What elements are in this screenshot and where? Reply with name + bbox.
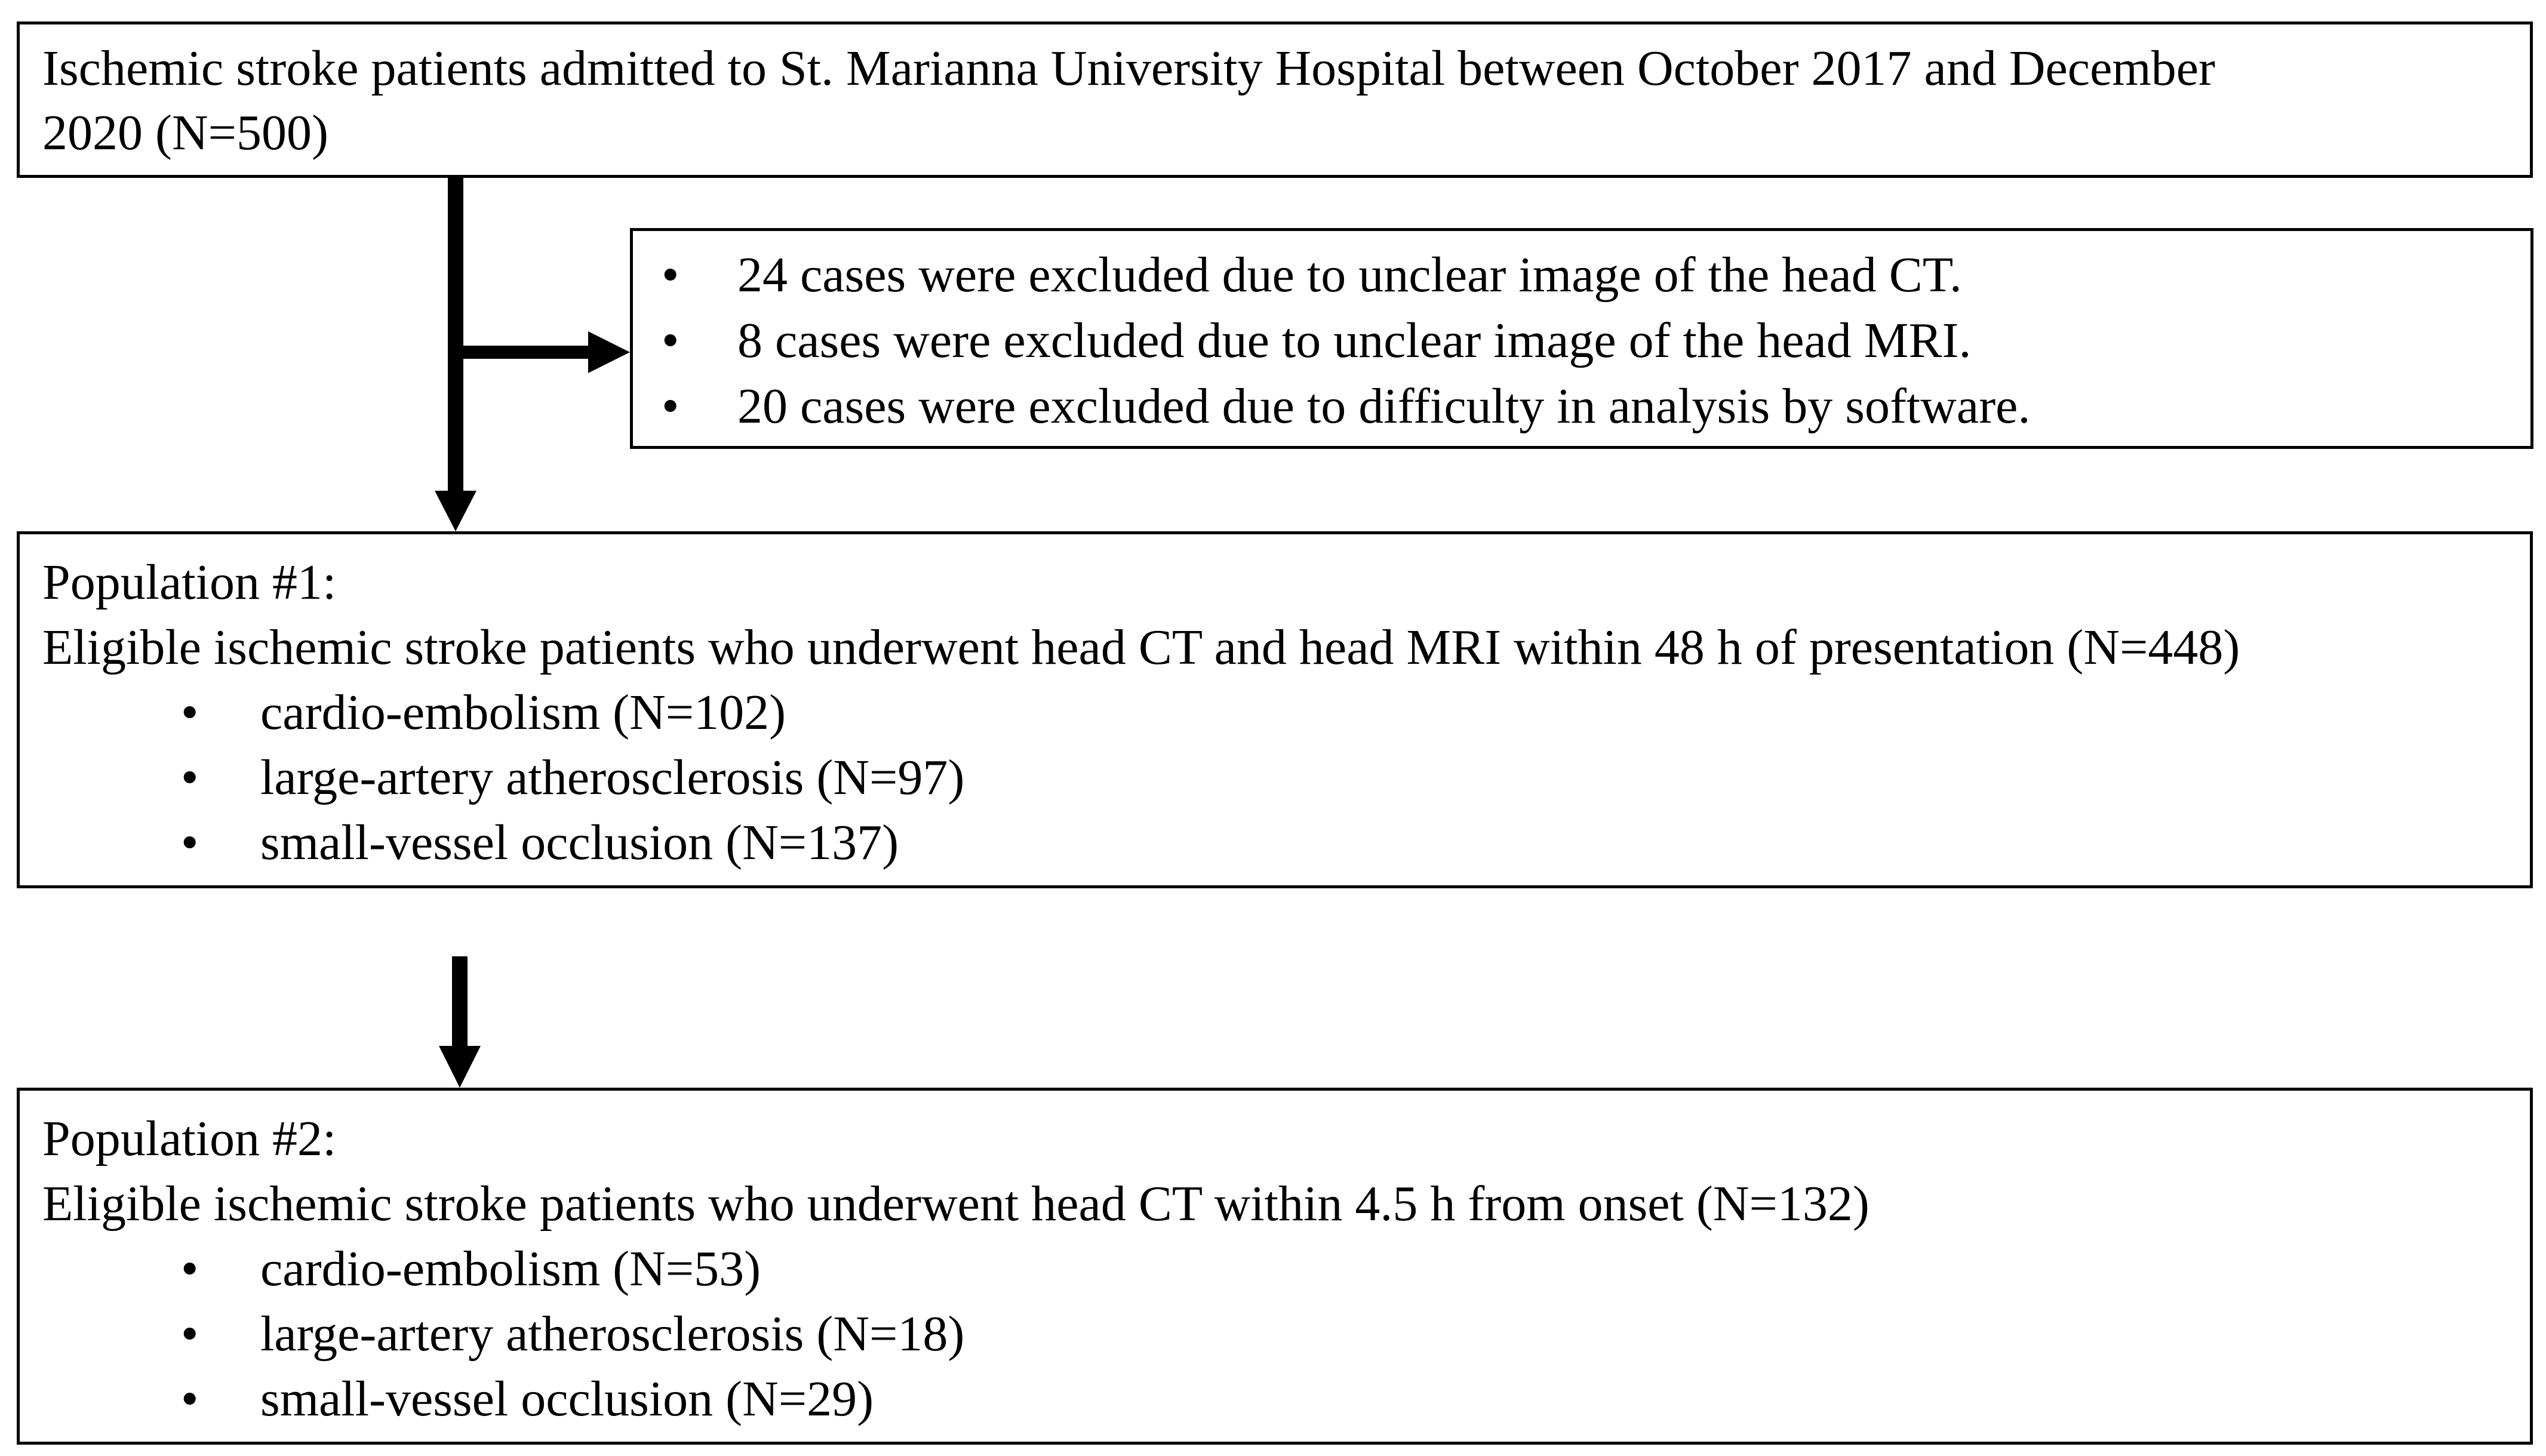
population1-item-text: large-artery atherosclerosis (N=97) (260, 750, 965, 805)
population2-box (17, 1088, 2533, 1445)
bullet-icon: • (181, 1306, 199, 1362)
exclusion-item-text: 24 cases were excluded due to unclear image of the head CT. (737, 247, 1962, 303)
bullet-icon: • (181, 1241, 199, 1297)
population1-box (17, 531, 2533, 888)
exclusion-box (630, 228, 2533, 449)
source-text-line1: Ischemic stroke patients admitted to St. Marianna University Hospital between October 2017 and December (42, 41, 2215, 96)
population2-title: Population #2: (42, 1111, 337, 1166)
population1-item-text: cardio-embolism (N=102) (260, 685, 786, 740)
exclusion-item-text: 8 cases were excluded due to unclear image of the head MRI. (737, 313, 1972, 368)
bullet-icon: • (181, 815, 199, 870)
bullet-icon: • (662, 247, 679, 303)
population1-description: Eligible ischemic stroke patients who underwent head CT and head MRI within 48 h of presentation (N=448) (42, 620, 2240, 675)
population2-item-text: cardio-embolism (N=53) (260, 1241, 761, 1297)
population2-item-text: small-vessel occlusion (N=29) (260, 1371, 874, 1427)
arrowhead-to-population2 (439, 1046, 481, 1088)
population1-item-text: small-vessel occlusion (N=137) (260, 815, 899, 870)
exclusion-item-text: 20 cases were excluded due to difficulty in analysis by software. (737, 378, 2031, 434)
arrowhead-to-exclusion (588, 331, 630, 373)
source-text-line2: 2020 (N=500) (42, 105, 328, 161)
bullet-icon: • (662, 313, 679, 368)
bullet-icon: • (181, 685, 199, 740)
arrowhead-to-population1 (435, 491, 476, 531)
bullet-icon: • (181, 1371, 199, 1427)
population2-description: Eligible ischemic stroke patients who underwent head CT within 4.5 h from onset (N=132) (42, 1176, 1869, 1232)
population2-item-text: large-artery atherosclerosis (N=18) (260, 1306, 965, 1362)
bullet-icon: • (662, 378, 679, 434)
bullet-icon: • (181, 750, 199, 805)
source-box (17, 21, 2533, 178)
population1-title: Population #1: (42, 555, 337, 610)
